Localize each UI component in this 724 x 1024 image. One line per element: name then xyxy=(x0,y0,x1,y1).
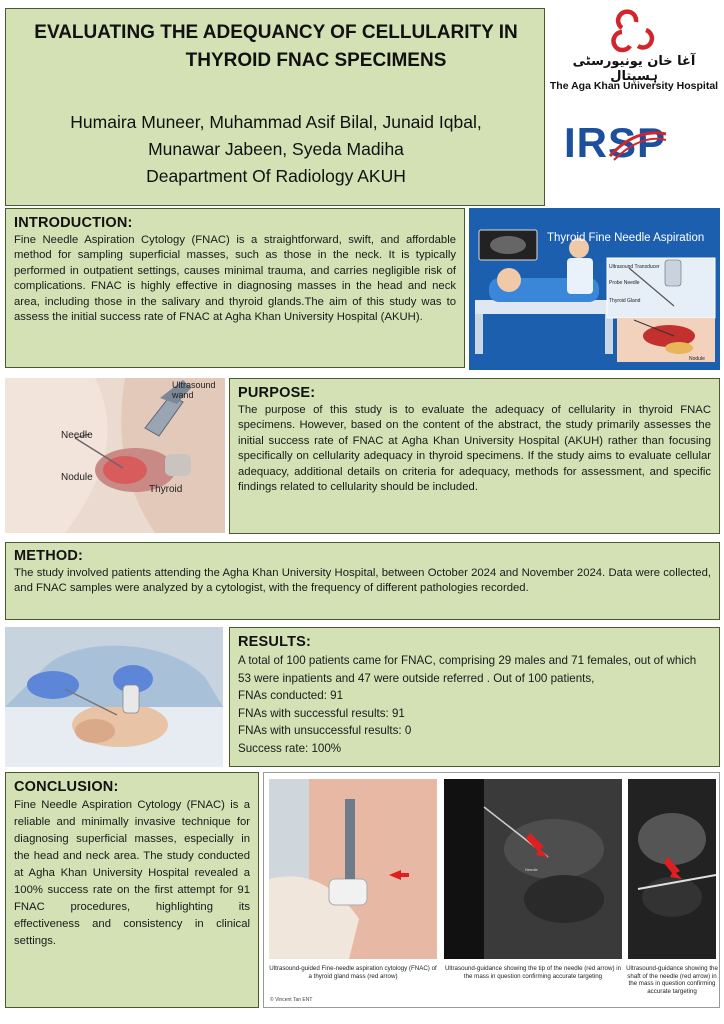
results-intro: A total of 100 patients came for FNAC, comprising 29 males and 71 females, out of which 53 were inpatients and 47 were outside referred . Out of 100 patients, xyxy=(238,654,697,685)
figure-title: Thyroid Fine Needle Aspiration xyxy=(547,232,705,244)
label-needle: Needle xyxy=(61,430,93,441)
aku-urdu-name: آغا خان یونیورسٹی ہسپتال xyxy=(572,54,696,84)
title-panel xyxy=(5,8,545,206)
results-panel xyxy=(229,627,720,767)
aku-logo xyxy=(548,8,720,98)
ultrasound-neck-illustration xyxy=(5,378,225,533)
irsp-logo xyxy=(560,120,710,170)
image-credit: © Vincent Tan ENT xyxy=(270,997,313,1003)
fnac-procedure-photo xyxy=(5,627,223,767)
result-fnas-conducted: FNAs conducted: 91 xyxy=(238,689,344,702)
authors-block: Humaira Muneer, Muhammad Asif Bilal, Junaid Iqbal, Munawar Jabeen, Syeda Madiha Deapartment Of Radiology AKUH xyxy=(70,112,482,186)
results-heading: RESULTS: xyxy=(238,634,312,650)
introduction-heading: INTRODUCTION: xyxy=(14,215,133,231)
ultrasound-label: Needle xyxy=(525,867,538,872)
thyroid-fna-illustration xyxy=(469,208,720,370)
ultrasound-collage xyxy=(263,772,720,1008)
result-fnas-successful: FNAs with successful results: 91 xyxy=(238,706,405,720)
figure-label-thyroid: Thyroid Gland xyxy=(609,298,641,304)
introduction-panel xyxy=(5,208,465,368)
conclusion-text: Fine Needle Aspiration Cytology (FNAC) is a reliable and minimally invasive technique for diagnosing superficial masses, especially in the head and neck area. The study conducted at Agha Khan University Hospital revealed a 100% success rate on the first attempt for 91 FNAC procedures, highlighting its effectiveness and consistency in clinical settings. xyxy=(14,799,250,947)
figure-label-needle: Probe Needle xyxy=(609,280,640,286)
result-success-rate: Success rate: 100% xyxy=(238,741,342,755)
caption-needle-shaft: Ultrasound-guidance showing the shaft of the needle (red arrow) in the mass in question confirming accurate targeting xyxy=(626,965,718,995)
aku-english-name: The Aga Khan University Hospital xyxy=(549,80,719,92)
fnac-neck-photo xyxy=(269,779,437,959)
irsp-swoosh-icon xyxy=(608,126,668,162)
figure-label-transducer: Ultrasound Transducer xyxy=(609,264,660,270)
irsp-wordmark: IRSP xyxy=(564,119,667,166)
purpose-panel xyxy=(229,378,720,534)
label-nodule: Nodule xyxy=(61,472,93,483)
figure-label-nodule: Nodule xyxy=(689,356,705,362)
conclusion-heading: CONCLUSION: xyxy=(14,779,119,795)
poster-title: EVALUATING THE ADEQUANCY OF CELLULARITY IN THYROID FNAC SPECIMENS xyxy=(34,22,518,71)
ultrasound-needle-shaft-image xyxy=(628,779,716,959)
conclusion-panel xyxy=(5,772,259,1008)
method-panel xyxy=(5,542,720,620)
introduction-text: Fine Needle Aspiration Cytology (FNAC) is a straightforward, swift, and affordable method for sampling superficial masses, such as those in the neck. It is typically performed in outpatient settings, causes minimal trauma, and carries negligible risk of complications. FNAC is highly effective in diagnosing masses in the head and neck area, including those in the salivary and thyroid glands.The aim of this study was to assess the initial success rate of FNAC at Agha Khan University Hospital (AKUH). xyxy=(14,234,456,324)
caption-fnac-photo: Ultrasound-guided Fine-needle aspiration cytology (FNAC) of a thyroid gland mass (red arrow) xyxy=(269,965,437,980)
result-fnas-unsuccessful: FNAs with unsuccessful results: 0 xyxy=(238,724,412,737)
label-thyroid: Thyroid xyxy=(149,484,183,495)
label-ultrasound-wand: Ultrasound wand xyxy=(172,380,216,400)
results-body xyxy=(238,652,711,757)
method-heading: METHOD: xyxy=(14,548,84,564)
method-text: The study involved patients attending the Agha Khan University Hospital, between October 2024 and November 2024. Data were collected, and FNAC samples were analyzed by a cytologist, with the frequency of different pathologies recorded. xyxy=(14,567,711,595)
caption-needle-tip: Ultrasound-guidance showing the tip of the needle (red arrow) in the mass in question confirming accurate targeting xyxy=(444,965,622,980)
purpose-text: The purpose of this study is to evaluate the adequacy of cellularity in thyroid FNAC specimens. However, based on the content of the abstract, the study primarily assesses the initial success rate of FNAC at Agha Khan University Hospital (AKUH) rather than focusing specifically on cellularity adequacy in thyroid specimens. If the study aims to evaluate cellular adequacy, additional details on criteria for adequacy, methods for assessment, and specific findings related to cellularity should be included. xyxy=(238,404,711,494)
purpose-heading: PURPOSE: xyxy=(238,385,316,401)
